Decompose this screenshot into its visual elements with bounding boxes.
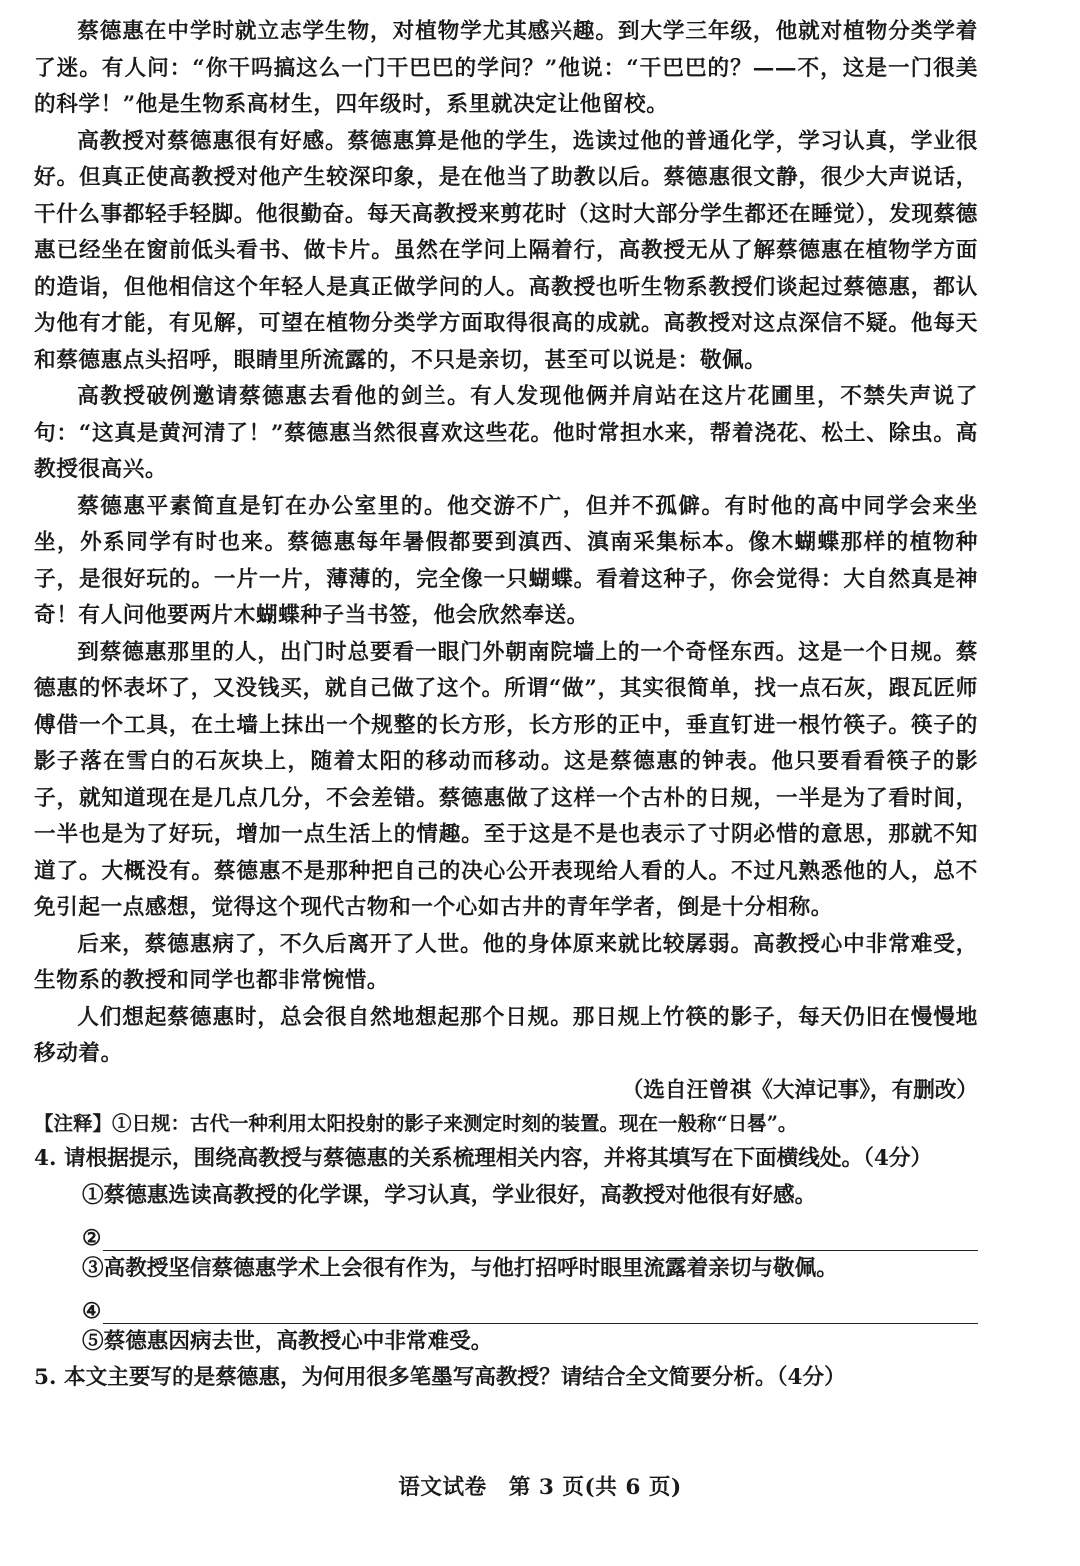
annotation-note: 【注释】①日规：古代一种利用太阳投射的影子来测定时刻的装置。现在一般称“日晷”。 [34, 1112, 798, 1135]
passage-paragraph-2: 高教授对蔡德惠很有好感。蔡德惠算是他的学生，选读过他的普通化学，学习认真，学业很好。但真正使高教授对他产生较深印象，是在他当了助教以后。蔡德惠很文静，很少大声说话，干什么事都轻手轻脚。他很勤奋。每天高教授来剪花时（这时大部分学生都还在睡觉），发现蔡德惠已经坐在窗前低头看书、做卡片。虽然在学问上隔着行，高教授无从了解蔡德惠在植物学方面的造诣，但他相信这个年轻人是真正做学问的人。高教授也听生物系教授们谈起过蔡德惠，都认为他有才能，有见解，可望在植物分类学方面取得很高的成就。高教授对这点深信不疑。他每天和蔡德惠点头招呼，眼睛里所流露的，不只是亲切，甚至可以说是：敬佩。 [34, 128, 978, 373]
blank-2-marker: ② [82, 1225, 102, 1251]
passage-paragraph-7: 人们想起蔡德惠时，总会很自然地想起那个日规。那日规上竹筷的影子，每天仍旧在慢慢地移动着。 [34, 1004, 978, 1066]
question-4-item-1: ①蔡德惠选读高教授的化学课，学习认真，学业很好，高教授对他很有好感。 [82, 1182, 817, 1208]
passage-source: （选自汪曾祺《大淖记事》，有删改） [621, 1077, 978, 1103]
question-4-blank-4[interactable] [34, 1287, 978, 1324]
question-4-blank-2[interactable] [34, 1214, 978, 1251]
answer-line-4[interactable] [103, 1297, 978, 1324]
page-footer: 语文试卷 第 3 页(共 6 页) [398, 1475, 682, 1500]
question-4-item-3: ③高教授坚信蔡德惠学术上会很有作为，与他打招呼时眼里流露着亲切与敬佩。 [82, 1255, 838, 1281]
passage-paragraph-1: 蔡德惠在中学时就立志学生物，对植物学尤其感兴趣。到大学三年级，他就对植物分类学着了迷。有人问：“你干吗搞这么一门干巴巴的学问？”他说：“干巴巴的？——不，这是一门很美的科学！”他是生物系高材生，四年级时，系里就决定让他留校。 [34, 19, 978, 117]
exam-page [34, 14, 978, 1397]
passage-paragraph-5: 到蔡德惠那里的人，出门时总要看一眼门外朝南院墙上的一个奇怪东西。这是一个日规。蔡德惠的怀表坏了，又没钱买，就自己做了这个。所谓“做”，其实很简单，找一点石灰，跟瓦匠师傅借一个工具，在土墙上抹出一个规整的长方形，长方形的正中，垂直钉进一根竹筷子。筷子的影子落在雪白的石灰块上，随着太阳的移动而移动。这是蔡德惠的钟表。他只要看看筷子的影子，就知道现在是几点几分，不会差错。蔡德惠做了这样一个古朴的日规，一半是为了看时间，一半也是为了好玩，增加一点生活上的情趣。至于这是不是也表示了寸阴必惜的意思，那就不知道了。大概没有。蔡德惠不是那种把自己的决心公开表现给人看的人。不过凡熟悉他的人，总不免引起一点感想，觉得这个现代古物和一个心如古井的青年学者，倒是十分相称。 [34, 639, 978, 920]
passage-paragraph-6: 后来，蔡德惠病了，不久后离开了人世。他的身体原来就比较孱弱。高教授心中非常难受，生物系的教授和同学也都非常惋惜。 [34, 931, 978, 993]
question-5-prompt: 5. 本文主要写的是蔡德惠，为何用很多笔墨写高教授？请结合全文简要分析。（4分） [34, 1365, 846, 1390]
passage-paragraph-3: 高教授破例邀请蔡德惠去看他的剑兰。有人发现他俩并肩站在这片花圃里，不禁失声说了句：“这真是黄河清了！”蔡德惠当然很喜欢这些花。他时常担水来，帮着浇花、松土、除虫。高教授很高兴。 [34, 384, 978, 482]
answer-line-2[interactable] [103, 1224, 978, 1251]
question-4-prompt: 4. 请根据提示，围绕高教授与蔡德惠的关系梳理相关内容，并将其填写在下面横线处。（4分） [34, 1146, 933, 1171]
question-4-item-5: ⑤蔡德惠因病去世，高教授心中非常难受。 [82, 1328, 493, 1354]
blank-4-marker: ④ [82, 1298, 102, 1324]
passage-paragraph-4: 蔡德惠平素简直是钉在办公室里的。他交游不广，但并不孤僻。有时他的高中同学会来坐坐，外系同学有时也来。蔡德惠每年暑假都要到滇西、滇南采集标本。像木蝴蝶那样的植物种子，是很好玩的。一片一片，薄薄的，完全像一只蝴蝶。看着这种子，你会觉得：大自然真是神奇！有人问他要两片木蝴蝶种子当书签，他会欣然奉送。 [34, 493, 978, 628]
